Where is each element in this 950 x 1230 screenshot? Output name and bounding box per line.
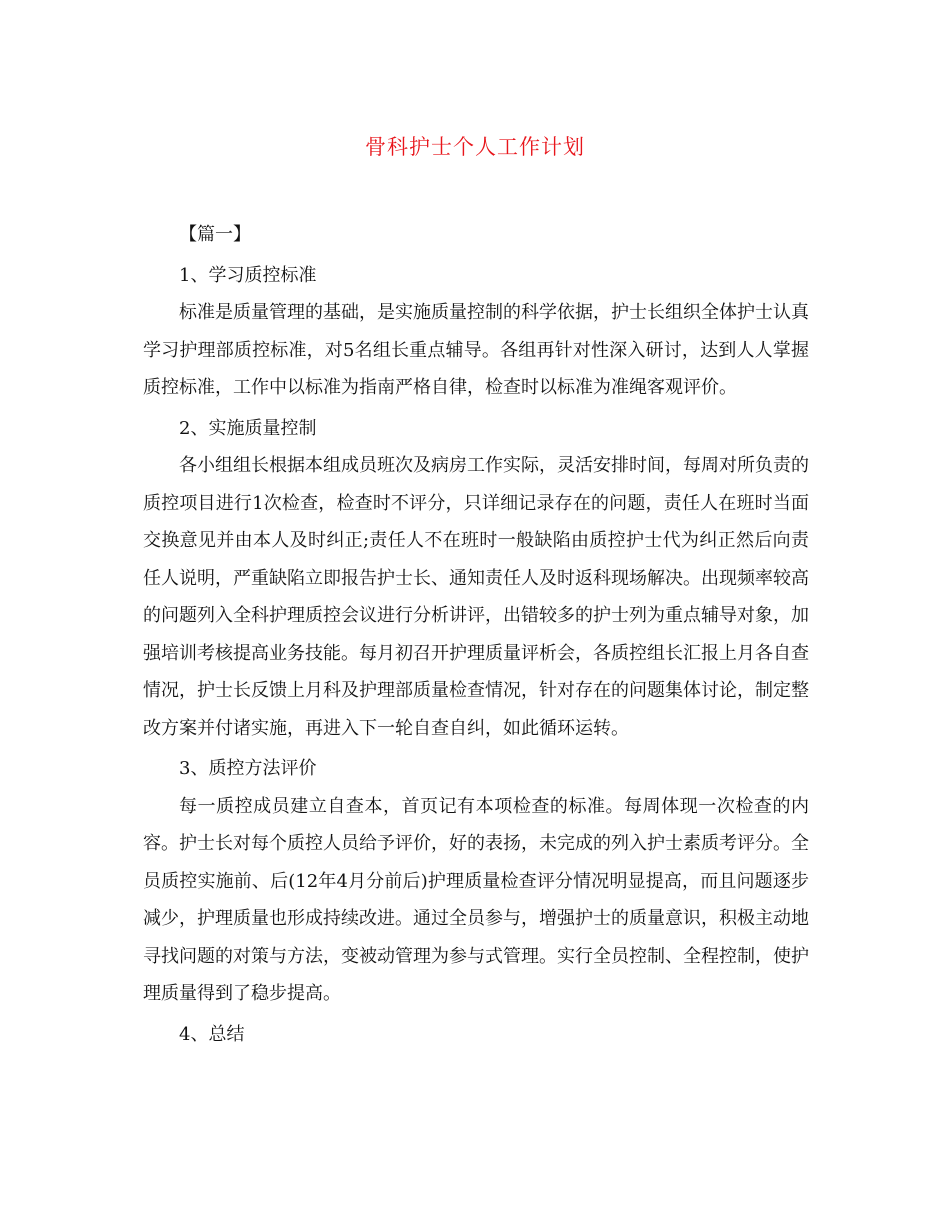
section-heading-4: 4、总结 (179, 1023, 245, 1045)
document-title: 骨科护士个人工作计划 (365, 135, 585, 159)
section-paragraph-1: 标准是质量管理的基础，是实施质量控制的科学依据，护士长组织全体护士认真学习护理部质控标准，对5名组长重点辅导。各组再针对性深入研讨，达到人人掌握质控标准，工作中以标准为指南严格自律，检查时以标准为准绳客观评价。 (143, 302, 809, 398)
section-paragraph-2: 各小组组长根据本组成员班次及病房工作实际，灵活安排时间，每周对所负责的质控项目进行1次检查，检查时不评分，只详细记录存在的问题，责任人在班时当面交换意见并由本人及时纠正;责任人不在班时一般缺陷由质控护士代为纠正然后向责任人说明，严重缺陷立即报告护士长、通知责任人及时返科现场解决。出现频率较高的问题列入全科护理质控会议进行分析讲评，出错较多的护士列为重点辅导对象，加强培训考核提高业务技能。每月初召开护理质量评析会，各质控组长汇报上月各自查情况，护士长反馈上月科及护理部质量检查情况，针对存在的问题集体讨论，制定整改方案并付诸实施，再进入下一轮自查自纠，如此循环运转。 (143, 455, 809, 739)
section-heading-1: 1、学习质控标准 (179, 264, 317, 286)
section-heading-2: 2、实施质量控制 (179, 417, 317, 439)
section-paragraph-3: 每一质控成员建立自查本，首页记有本项检查的标准。每周体现一次检查的内容。护士长对每个质控人员给予评价，好的表扬，未完成的列入护士素质考评分。全员质控实施前、后(12年4月分前后)护理质量检查评分情况明显提高，而且问题逐步减少，护理质量也形成持续改进。通过全员参与，增强护士的质量意识，积极主动地寻找问题的对策与方法，变被动管理为参与式管理。实行全员控制、全程控制，使护理质量得到了稳步提高。 (143, 795, 809, 1004)
section-label: 【篇一】 (179, 224, 251, 245)
section-heading-3: 3、质控方法评价 (179, 758, 317, 779)
document-body (143, 216, 809, 1053)
